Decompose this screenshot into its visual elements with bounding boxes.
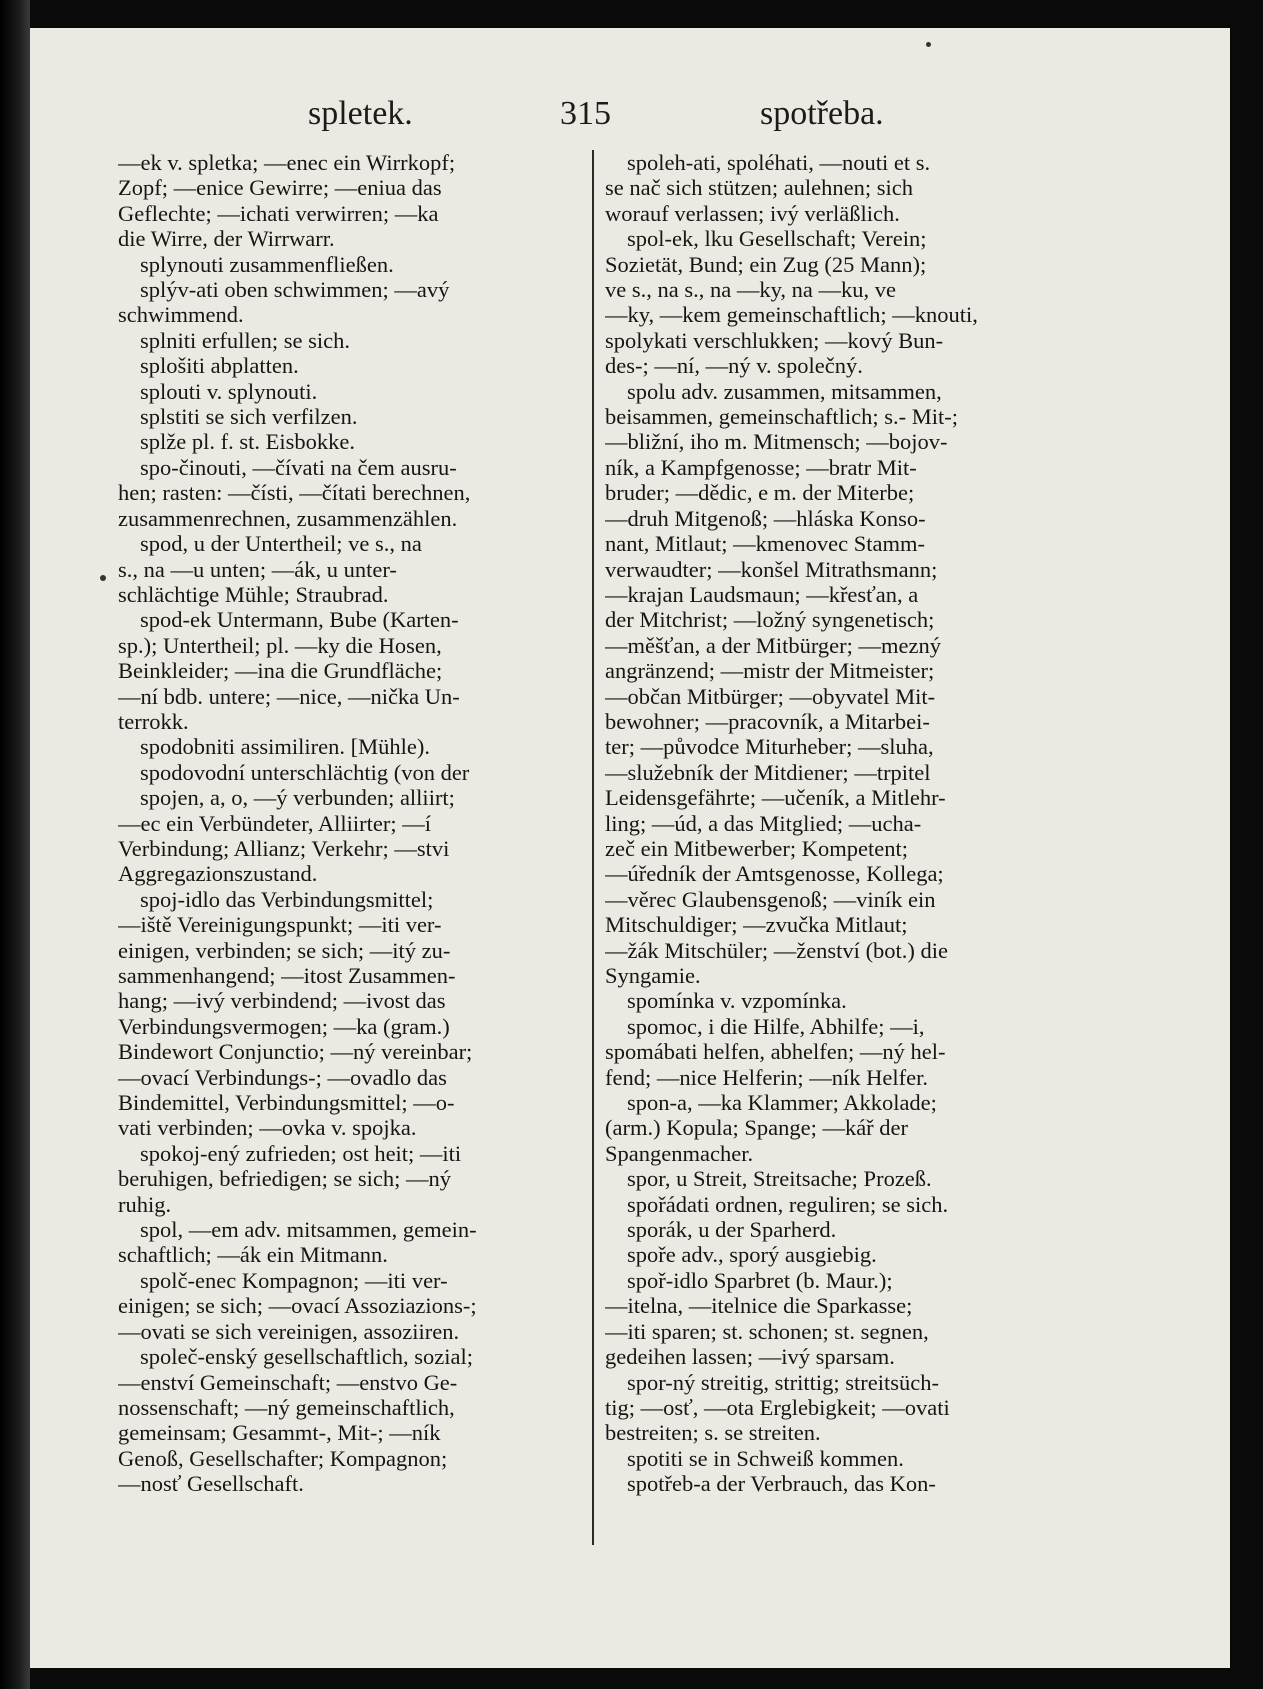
left-column-line: spod-ek Untermann, Bube (Karten- (140, 607, 459, 633)
right-column-line: des-; —ní, —ný v. společný. (605, 353, 863, 379)
left-column-line: schwimmend. (118, 302, 244, 328)
left-column-line: —enství Gemeinschaft; —enstvo Ge- (118, 1369, 458, 1395)
left-column-line: Genoß, Gesellschafter; Kompagnon; (118, 1445, 448, 1471)
left-column-line: ruhig. (118, 1191, 172, 1217)
left-column-line: zusammenrechnen, zusammenzählen. (118, 505, 458, 531)
left-column-line: Bindemittel, Verbindungsmittel; —o- (118, 1090, 455, 1116)
right-column-line: spolu adv. zusammen, mitsammen, (627, 378, 942, 404)
right-column-line: —úředník der Amtsgenosse, Kollega; (605, 861, 944, 887)
right-column-line: Sozietät, Bund; ein Zug (25 Mann); (605, 251, 927, 277)
right-column-line: spoleh-ati, spoléhati, —nouti et s. (627, 150, 931, 175)
right-column-line: nant, Mitlaut; —kmenovec Stamm- (605, 531, 925, 557)
right-column-line: —itelna, —itelnice die Sparkasse; (605, 1293, 913, 1319)
left-column-line: spod, u der Untertheil; ve s., na (140, 531, 422, 557)
header-right-guideword: spotřeba. (760, 95, 884, 132)
left-column-line: spol, —em adv. mitsammen, gemein- (140, 1217, 477, 1243)
left-column-line: splošiti abplatten. (140, 353, 299, 379)
left-column-line: Zopf; —enice Gewirre; —eniua das (118, 175, 442, 201)
right-column-line: sporák, u der Sparherd. (627, 1217, 837, 1243)
right-column-line: —měšťan, a der Mitbürger; —mezný (605, 632, 941, 658)
left-column-line: einigen, verbinden; se sich; —itý zu- (118, 937, 451, 963)
right-column-line: beisammen, gemeinschaftlich; s.- Mit-; (605, 404, 959, 430)
right-column-line: (arm.) Kopula; Spange; —kář der (605, 1115, 909, 1141)
right-column-line: —druh Mitgenoß; —hláska Konso- (605, 505, 926, 531)
right-column-line: tig; —osť, —ota Erglebigkeit; —ovati (605, 1394, 950, 1420)
right-column-line: —krajan Laudsmaun; —křesťan, a (605, 581, 919, 607)
header-left-guideword: spletek. (308, 95, 413, 132)
right-column-line: angränzend; —mistr der Mitmeister; (605, 658, 935, 684)
right-column-line: spon-a, —ka Klammer; Akkolade; (627, 1090, 937, 1116)
left-column-line: Verbindung; Allianz; Verkehr; —stvi (118, 835, 450, 861)
left-column-line: spolč-enec Kompagnon; —iti ver- (140, 1267, 448, 1293)
left-column-line: terrokk. (118, 708, 189, 734)
column-divider (592, 150, 594, 1545)
left-column-line: beruhigen, befriedigen; se sich; —ný (118, 1166, 452, 1192)
left-column-line: Bindewort Conjunctio; —ný vereinbar; (118, 1039, 473, 1065)
right-column-line: —věrec Glaubensgenoß; —viník ein (605, 886, 936, 912)
left-column-line: s., na —u unten; —ák, u unter- (118, 556, 397, 582)
left-column-line: Verbindungsvermogen; —ka (gram.) (118, 1013, 450, 1039)
left-column-line: spoj-idlo das Verbindungsmittel; (140, 886, 434, 912)
left-column-line: sp.); Untertheil; pl. —ky die Hosen, (118, 632, 442, 658)
left-column-line: —ní bdb. untere; —nice, —nička Un- (118, 683, 460, 709)
left-column-line: sammenhangend; —itost Zusammen- (118, 963, 456, 988)
left-column-line: splstiti se sich verfilzen. (140, 404, 358, 430)
right-column-line: spořádati ordnen, reguliren; se sich. (627, 1191, 949, 1217)
left-column-line: schaftlich; —ák ein Mitmann. (118, 1242, 388, 1268)
left-column-line: splniti erfullen; se sich. (140, 327, 350, 353)
left-column-line: gemeinsam; Gesammt-, Mit-; —ník (118, 1420, 441, 1446)
left-column-line: —ovati se sich vereinigen, assoziiren. (118, 1318, 460, 1344)
right-column-line: Syngamie. (605, 963, 701, 988)
right-column-line: spor, u Streit, Streitsache; Prozeß. (627, 1166, 932, 1192)
page-header (0, 95, 1263, 135)
left-column-line: die Wirre, der Wirrwarr. (118, 226, 335, 252)
right-column-line: spomábati helfen, abhelfen; —ný hel- (605, 1039, 946, 1065)
right-column-line: se nač sich stützen; aulehnen; sich (605, 175, 914, 201)
left-column-line: spojen, a, o, —ý verbunden; alliirt; (140, 785, 455, 811)
ink-speck (926, 42, 931, 47)
left-column-line: spodovodní unterschlächtig (von der (140, 759, 470, 785)
left-column-line: —ovací Verbindungs-; —ovadlo das (118, 1064, 447, 1090)
left-column-line: splouti v. splynouti. (140, 378, 318, 404)
left-column-line: —ek v. spletka; —enec ein Wirrkopf; (118, 150, 456, 175)
left-column-line: —ec ein Verbündeter, Alliirter; —í (118, 810, 431, 836)
left-column-line: hang; —ivý verbindend; —ivost das (118, 988, 446, 1014)
left-column-line: hen; rasten: —čísti, —čítati berechnen, (118, 480, 471, 506)
left-column-line: —iště Vereinigungspunkt; —iti ver- (118, 912, 442, 938)
right-column-line: der Mitchrist; —ložný syngenetisch; (605, 607, 935, 633)
right-column-line: —ky, —kem gemeinschaftlich; —knouti, (605, 302, 978, 328)
right-column-line: worauf verlassen; ivý verläßlich. (605, 200, 900, 226)
right-column-line: spol-ek, lku Gesellschaft; Verein; (627, 226, 927, 252)
right-column-line: ve s., na s., na —ky, na —ku, ve (605, 277, 896, 303)
right-column-line: —iti sparen; st. schonen; st. segnen, (605, 1318, 929, 1344)
right-column (605, 150, 1075, 1497)
left-column (118, 150, 588, 1497)
right-column-line: Spangenmacher. (605, 1140, 754, 1166)
right-column-line: —bližní, iho m. Mitmensch; —bojov- (605, 429, 948, 455)
right-column-line: —žák Mitschüler; —ženství (bot.) die (605, 937, 949, 963)
right-column-line: spoř-idlo Sparbret (b. Maur.); (627, 1267, 893, 1293)
left-column-line: splýv-ati oben schwimmen; —avý (140, 277, 450, 303)
right-column-line: verwaudter; —konšel Mitrathsmann; (605, 556, 938, 582)
left-column-line: spokoj-ený zufrieden; ost heit; —iti (140, 1140, 462, 1166)
right-column-line: gedeihen lassen; —ivý sparsam. (605, 1344, 895, 1370)
right-column-line: spolykati verschlukken; —kový Bun- (605, 327, 944, 353)
left-column-line: Beinkleider; —ina die Grundfläche; (118, 658, 443, 684)
right-column-line: spomínka v. vzpomínka. (627, 988, 847, 1014)
right-column-line: Mitschuldiger; —zvučka Mitlaut; (605, 912, 908, 938)
right-column-line: spoře adv., sporý ausgiebig. (627, 1242, 877, 1268)
left-column-line: Geflechte; —ichati verwirren; —ka (118, 200, 439, 226)
right-column-line: spotiti se in Schweiß kommen. (627, 1445, 904, 1471)
left-column-line: nossenschaft; —ný gemeinschaftlich, (118, 1394, 455, 1420)
right-column-line: ling; —úd, a das Mitglied; —ucha- (605, 810, 922, 836)
left-column-line: einigen; se sich; —ovací Assoziazions-; (118, 1293, 477, 1319)
right-column-line: —služebník der Mitdiener; —trpitel (605, 759, 931, 785)
left-column-line: splynouti zusammenfließen. (140, 251, 394, 277)
left-column-line: —nosť Gesellschaft. (118, 1471, 304, 1497)
right-column-line: spotřeb-a der Verbrauch, das Kon- (627, 1471, 936, 1497)
right-column-line: ník, a Kampfgenosse; —bratr Mit- (605, 454, 917, 480)
ink-speck (100, 575, 106, 581)
left-column-line: spo-činouti, —čívati na čem ausru- (140, 454, 457, 480)
right-column-line: ter; —původce Miturheber; —sluha, (605, 734, 934, 760)
left-column-line: schlächtige Mühle; Straubrad. (118, 581, 389, 607)
left-column-line: splže pl. f. st. Eisbokke. (140, 429, 355, 455)
page-number: 315 (560, 95, 611, 132)
right-column-line: spomoc, i die Hilfe, Abhilfe; —i, (627, 1013, 925, 1039)
right-column-line: bruder; —dědic, e m. der Miterbe; (605, 480, 915, 506)
left-column-line: Aggregazionszustand. (118, 861, 318, 887)
right-column-line: —občan Mitbürger; —obyvatel Mit- (605, 683, 936, 709)
right-column-line: bestreiten; s. se streiten. (605, 1420, 821, 1446)
right-column-line: Leidensgefährte; —učeník, a Mitlehr- (605, 785, 946, 811)
left-column-line: spodobniti assimiliren. [Mühle). (140, 734, 430, 760)
left-column-line: vati verbinden; —ovka v. spojka. (118, 1115, 417, 1141)
scan-edge-shadow (0, 0, 30, 1689)
right-column-line: zeč ein Mitbewerber; Kompetent; (605, 835, 909, 861)
left-column-line: společ-enský gesellschaftlich, sozial; (140, 1344, 474, 1370)
right-column-line: fend; —nice Helferin; —ník Helfer. (605, 1064, 929, 1090)
right-column-line: spor-ný streitig, strittig; streitsüch- (627, 1369, 940, 1395)
right-column-line: bewohner; —pracovník, a Mitarbei- (605, 708, 930, 734)
